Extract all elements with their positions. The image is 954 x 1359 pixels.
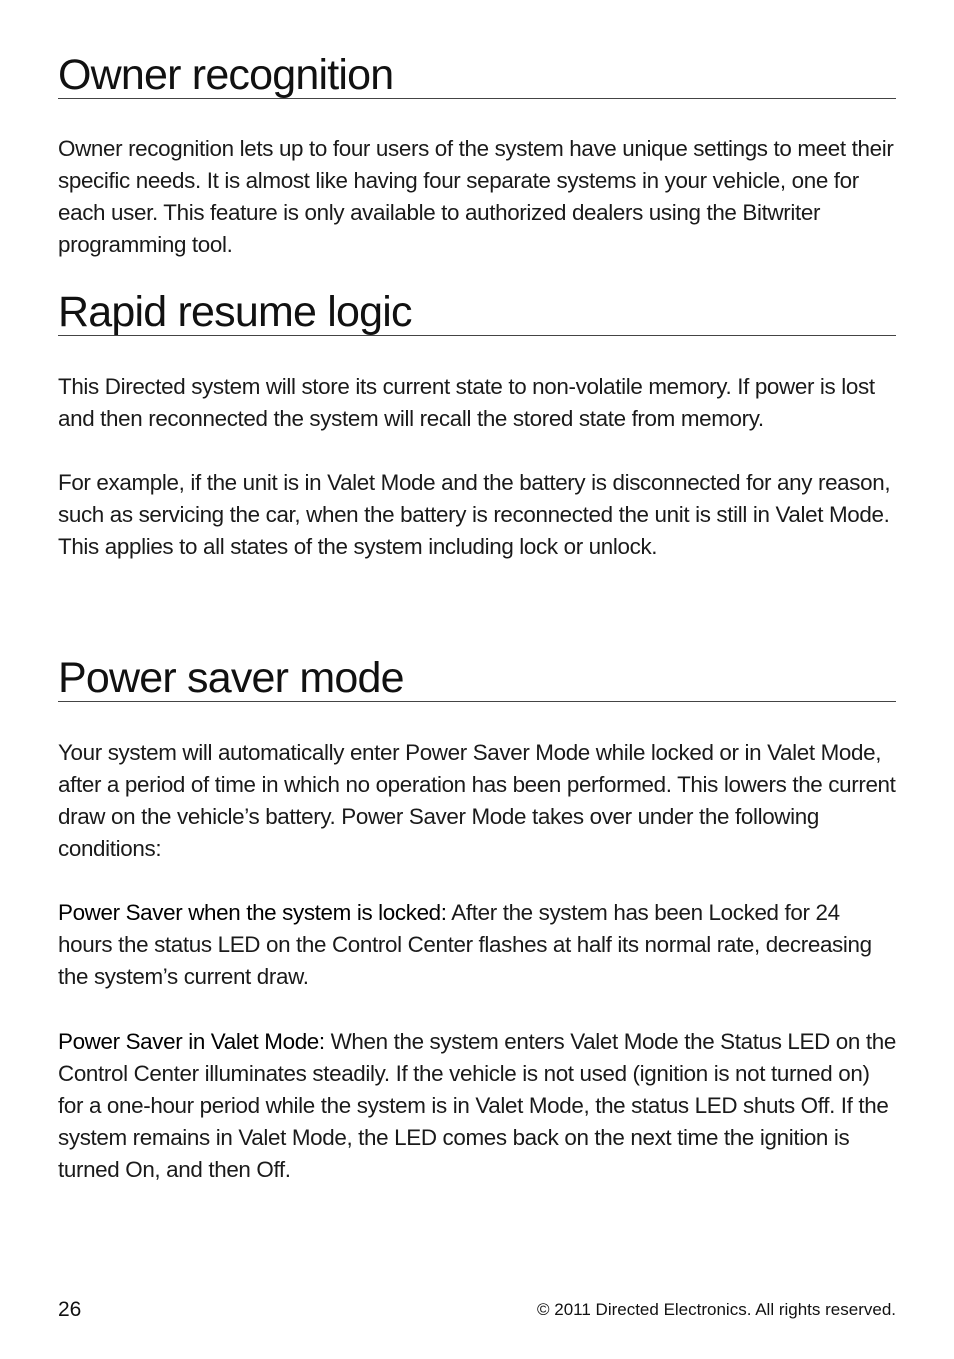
heading-owner-recognition: Owner recognition	[58, 58, 896, 99]
page-number: 26	[58, 1298, 82, 1321]
document-page	[58, 0, 896, 1359]
paragraph-power-saver-intro: Your system will automatically enter Power Saver Mode while locked or in Valet Mode, after a period of time in which no operation has been performed. This lowers the current draw on the vehicle’s battery. Power Saver Mode takes over under the following conditions:	[58, 740, 896, 861]
paragraph-rapid-resume-intro: This Directed system will store its current state to non-volatile memory. If power is lost and then reconnected the system will recall the stored state from memory.	[58, 374, 875, 431]
lead-power-saver-valet: Power Saver in Valet Mode:	[58, 1029, 325, 1054]
heading-power-saver-mode: Power saver mode	[58, 661, 896, 702]
paragraph-owner-recognition: Owner recognition lets up to four users of the system have unique settings to meet their specific needs. It is almost like having four separate systems in your vehicle, one for each user. This feature is only available to authorized dealers using the Bitwriter programming tool.	[58, 136, 894, 257]
copyright-notice: © 2011 Directed Electronics. All rights reserved.	[537, 1300, 896, 1319]
paragraph-power-saver-locked	[58, 897, 898, 993]
text-power-saver-valet: When the system enters Valet Mode the Status LED on the Control Center illuminates steadily. If the vehicle is not used (ignition is not turned on) for a one-hour period while the system is in Valet Mode, the status LED shuts Off. If the system remains in Valet Mode, the LED comes back on the next time the ignition is turned On, and then Off.	[58, 1029, 896, 1182]
lead-power-saver-locked: Power Saver when the system is locked:	[58, 900, 447, 925]
heading-rapid-resume-logic: Rapid resume logic	[58, 295, 896, 336]
paragraph-rapid-resume-example: For example, if the unit is in Valet Mode and the battery is disconnected for any reason, such as servicing the car, when the battery is reconnected the unit is still in Valet Mode. This applies to all states of the system including lock or unlock.	[58, 470, 891, 559]
text-power-saver-locked: After the system has been Locked for 24 hours the status LED on the Control Center flashes at half its normal rate, decreasing the system’s current draw.	[58, 900, 872, 989]
paragraph-power-saver-valet	[58, 1026, 898, 1186]
